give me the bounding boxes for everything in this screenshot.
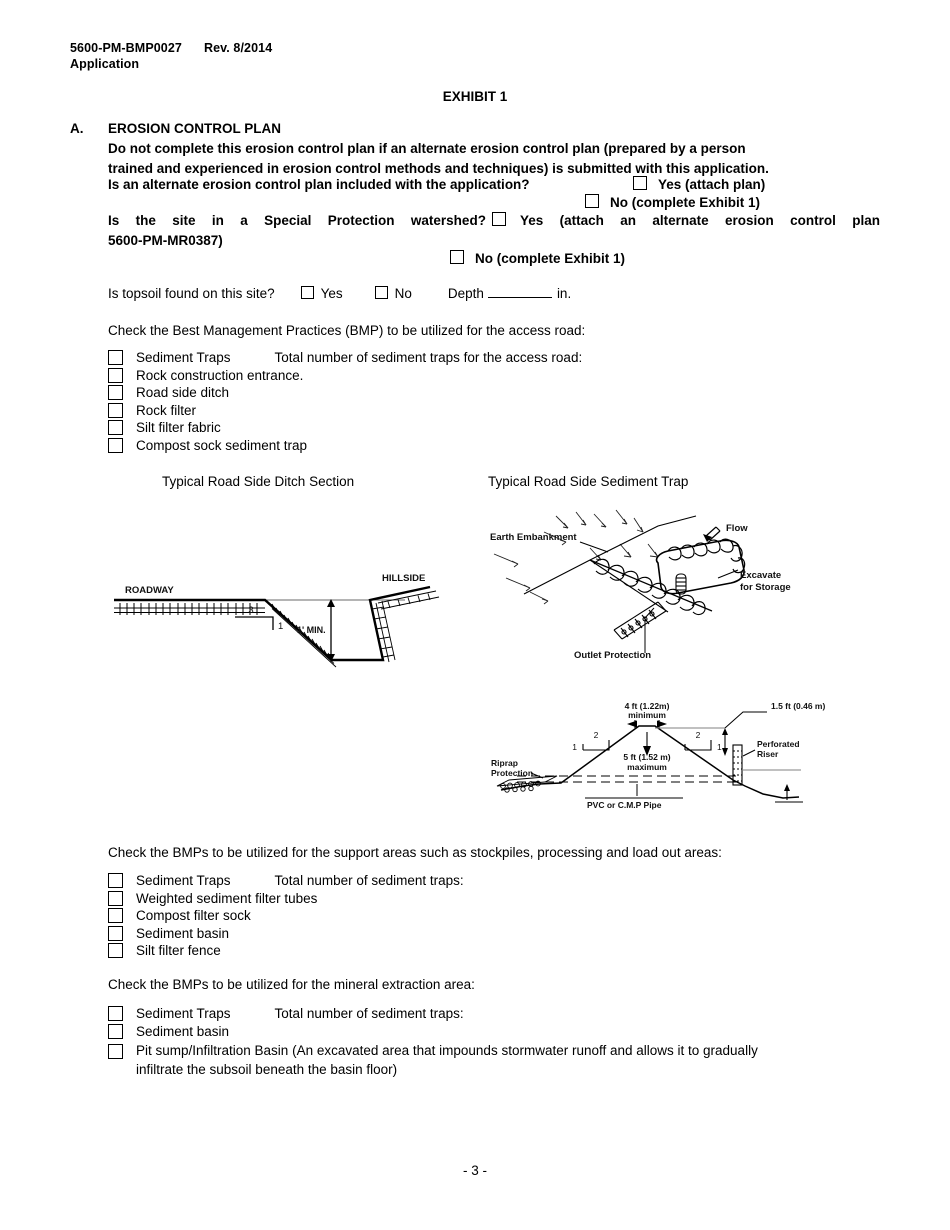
section-letter: A. xyxy=(70,121,84,136)
bmp-label: Weighted sediment filter tubes xyxy=(136,890,318,906)
ditch-depth-label: 1' MIN. xyxy=(297,625,326,635)
checkbox-access-sediment-traps[interactable] xyxy=(108,350,123,365)
bmp-item-mineral-sediment-traps[interactable] xyxy=(108,1005,893,1023)
bmp-label: Sediment basin xyxy=(136,1023,230,1039)
section-heading: EROSION CONTROL PLAN xyxy=(108,121,282,136)
checkbox-mineral-sediment-basin[interactable] xyxy=(108,1024,123,1039)
bmp-item-silt-filter-fence[interactable] xyxy=(108,942,464,960)
checkbox-access-road-side-ditch[interactable] xyxy=(108,385,123,400)
trap-right-slope-rise: 1 xyxy=(717,742,722,752)
trap-height-line1: 5 ft (1.52 m) xyxy=(623,752,671,762)
bmp-label: Silt filter fabric xyxy=(136,420,221,436)
bmp-item-sediment-traps[interactable] xyxy=(108,349,582,367)
special-protection-yes-label: Yes (attach an alternate erosion control plan xyxy=(519,213,880,228)
mineral-extraction-prompt: Check the BMPs to be utilized for the mineral extraction area: xyxy=(108,977,475,992)
trap-freeboard-label: 1.5 ft (0.46 m) xyxy=(771,701,826,711)
bmp-item-rock-filter[interactable] xyxy=(108,402,582,420)
special-protection-no-option[interactable] xyxy=(450,250,625,266)
bmp-item-rock-construction-entrance[interactable] xyxy=(108,367,582,385)
bmp-label: Compost sock sediment trap xyxy=(136,437,308,453)
trap-flow-label: Flow xyxy=(726,523,748,534)
bmp-label-wrapped xyxy=(136,1042,893,1079)
checkbox-alternate-no[interactable] xyxy=(585,194,599,208)
trap-riprap-line1: Riprap xyxy=(491,758,518,768)
topsoil-no-label: No xyxy=(394,286,412,301)
ditch-slope-run: 3 xyxy=(248,605,254,616)
bmp-tally: Total number of sediment traps: xyxy=(274,873,464,889)
bmp-item-compost-sock-sediment-trap[interactable] xyxy=(108,437,582,455)
checkbox-support-compost-filter-sock[interactable] xyxy=(108,908,123,923)
bmp-label: Sediment Traps xyxy=(136,873,231,889)
bmp-label: Sediment Traps xyxy=(136,1006,231,1022)
special-protection-question: Is the site in a Special Protection watershed? xyxy=(108,213,486,228)
bmp-item-compost-filter-sock[interactable] xyxy=(108,907,464,925)
pit-sump-line-2: infiltrate the subsoil beneath the basin floor) xyxy=(136,1061,398,1077)
alternate-plan-no-option[interactable] xyxy=(585,194,760,210)
figure-sediment-trap-isometric xyxy=(482,508,802,673)
alternate-no-label: No (complete Exhibit 1) xyxy=(610,195,761,210)
trap-top-width-line1: 4 ft (1.22m) xyxy=(624,701,670,711)
ditch-figure-caption: Typical Road Side Ditch Section xyxy=(162,474,355,489)
trap-height-line2: maximum xyxy=(627,762,667,772)
bmp-item-road-side-ditch[interactable] xyxy=(108,384,582,402)
checkbox-special-protection-yes[interactable] xyxy=(492,212,506,226)
checkbox-support-sediment-traps[interactable] xyxy=(108,873,123,888)
checkbox-topsoil-no[interactable] xyxy=(375,286,388,299)
trap-riser-line2: Riser xyxy=(757,749,779,759)
bmp-label: Sediment Traps xyxy=(136,350,231,366)
bmp-label: Silt filter fence xyxy=(136,943,221,959)
trap-pipe-label: PVC or C.M.P Pipe xyxy=(587,800,662,810)
bmp-label: Road side ditch xyxy=(136,385,230,401)
special-protection-block xyxy=(108,211,880,250)
checkbox-support-weighted-tubes[interactable] xyxy=(108,891,123,906)
checkbox-topsoil-yes[interactable] xyxy=(301,286,314,299)
access-road-prompt: Check the Best Management Practices (BMP) to be utilized for the access road: xyxy=(108,323,586,338)
page-number: - 3 - xyxy=(462,1163,487,1178)
mineral-extraction-bmp-list xyxy=(108,1005,893,1079)
checkbox-special-protection-no[interactable] xyxy=(450,250,464,264)
document-header xyxy=(70,40,272,72)
support-areas-bmp-list xyxy=(108,872,464,960)
special-protection-no-label: No (complete Exhibit 1) xyxy=(475,251,626,266)
bmp-tally: Total number of sediment traps for the access road: xyxy=(274,350,583,366)
pit-sump-line-1: Pit sump/Infiltration Basin (An excavated area that impounds stormwater runoff and allows it to gradually xyxy=(136,1043,758,1058)
checkbox-access-rock-filter[interactable] xyxy=(108,403,123,418)
header-code-row xyxy=(70,40,272,56)
checkbox-mineral-sediment-traps[interactable] xyxy=(108,1006,123,1021)
support-areas-prompt: Check the BMPs to be utilized for the support areas such as stockpiles, processing and load out areas: xyxy=(108,845,722,860)
bmp-item-mineral-sediment-basin[interactable] xyxy=(108,1023,893,1041)
bmp-tally: Total number of sediment traps: xyxy=(274,1006,464,1022)
trap-excavate-label-line2: for Storage xyxy=(740,582,791,593)
trap-riprap-line2: Protection xyxy=(491,768,534,778)
bmp-item-pit-sump-infiltration-basin[interactable] xyxy=(108,1042,893,1079)
access-road-bmp-list xyxy=(108,349,582,454)
trap-excavate-label-line1: Excavate xyxy=(740,570,782,581)
figure-sediment-trap-cross-section xyxy=(487,698,826,810)
form-code: 5600-PM-BMP0027 xyxy=(70,41,182,55)
checkbox-support-sediment-basin[interactable] xyxy=(108,926,123,941)
bmp-item-weighted-sediment-filter-tubes[interactable] xyxy=(108,890,464,908)
trap-left-slope-run: 2 xyxy=(593,730,599,740)
ditch-slope-rise: 1 xyxy=(278,621,284,632)
checkbox-alternate-yes[interactable] xyxy=(633,176,647,190)
trap-right-slope-run: 2 xyxy=(695,730,701,740)
exhibit-title: EXHIBIT 1 xyxy=(442,89,508,104)
trap-top-width-line2: minimum xyxy=(628,710,666,720)
topsoil-depth-unit: in. xyxy=(556,286,572,301)
trap-outlet-protection-label: Outlet Protection xyxy=(574,650,652,661)
trap-left-slope-rise: 1 xyxy=(572,742,577,752)
bmp-label: Rock filter xyxy=(136,402,197,418)
erosion-plan-instruction xyxy=(108,139,880,178)
form-revision: Rev. 8/2014 xyxy=(203,41,273,55)
topsoil-yes-label: Yes xyxy=(320,286,343,301)
alternate-yes-label: Yes (attach plan) xyxy=(658,177,766,192)
ditch-hillside-label: HILLSIDE xyxy=(382,573,426,584)
trap-earth-embankment-label: Earth Embankment xyxy=(490,532,577,543)
checkbox-access-silt-filter-fabric[interactable] xyxy=(108,420,123,435)
bmp-item-silt-filter-fabric[interactable] xyxy=(108,419,582,437)
ditch-roadway-label: ROADWAY xyxy=(125,585,174,596)
topsoil-question-row xyxy=(108,286,571,301)
trap-riser-line1: Perforated xyxy=(757,739,800,749)
figure-road-side-ditch-section xyxy=(100,565,470,675)
bmp-label: Compost filter sock xyxy=(136,908,251,924)
special-protection-form-ref: 5600-PM-MR0387) xyxy=(108,232,223,248)
bmp-item-support-sediment-basin[interactable] xyxy=(108,925,464,943)
bmp-label: Sediment basin xyxy=(136,925,230,941)
bmp-item-support-sediment-traps[interactable] xyxy=(108,872,464,890)
topsoil-question: Is topsoil found on this site? xyxy=(108,286,275,301)
topsoil-depth-label: Depth xyxy=(447,286,484,301)
alternate-plan-question: Is an alternate erosion control plan included with the application? xyxy=(108,177,530,192)
checkbox-support-silt-filter-fence[interactable] xyxy=(108,943,123,958)
special-protection-yes-line[interactable] xyxy=(108,211,880,231)
checkbox-access-rock-entrance[interactable] xyxy=(108,368,123,383)
checkbox-access-compost-sock[interactable] xyxy=(108,438,123,453)
topsoil-depth-input[interactable] xyxy=(488,286,552,298)
bmp-label: Rock construction entrance. xyxy=(136,367,304,383)
checkbox-pit-sump-infiltration-basin[interactable] xyxy=(108,1044,123,1059)
instruction-line-2: trained and experienced in erosion control methods and techniques) is submitted with this application. xyxy=(108,160,769,176)
trap-figure-caption: Typical Road Side Sediment Trap xyxy=(488,474,689,489)
instruction-line-1: Do not complete this erosion control plan if an alternate erosion control plan (prepared by a person xyxy=(108,141,746,156)
alternate-plan-yes-option[interactable] xyxy=(633,176,765,192)
form-doc-type: Application xyxy=(70,57,140,71)
